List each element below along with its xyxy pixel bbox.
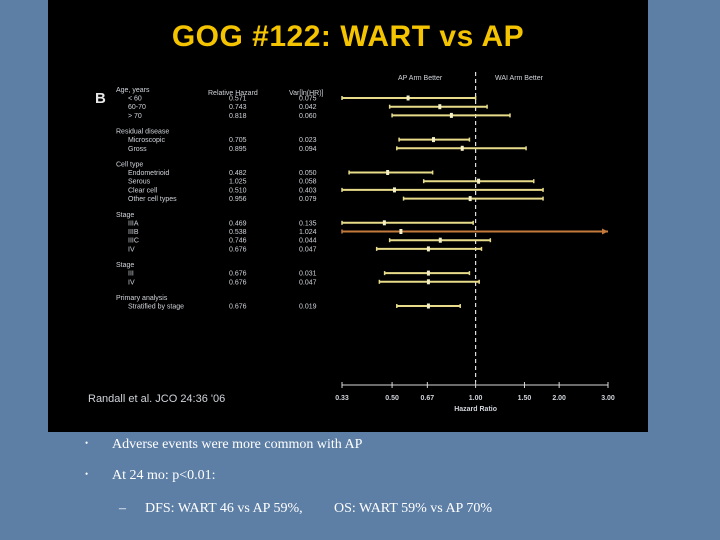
row-label: < 60 — [128, 95, 142, 103]
row-label: III — [128, 270, 134, 278]
variance-value: 0.031 — [299, 270, 317, 278]
row-label: Endometrioid — [128, 170, 170, 177]
hazard-value: 0.705 — [229, 137, 247, 145]
x-tick-label: 3.00 — [601, 395, 615, 402]
point-estimate — [469, 196, 472, 201]
group-label: Age, years — [116, 87, 150, 94]
row-label: Gross — [128, 145, 147, 153]
hazard-value: 0.538 — [229, 229, 247, 236]
hazard-value: 0.571 — [229, 95, 247, 103]
variance-value: 1.024 — [299, 229, 317, 236]
point-estimate — [477, 179, 480, 184]
hazard-value: 0.676 — [229, 270, 247, 278]
point-estimate — [427, 246, 430, 251]
x-tick-label: 0.33 — [335, 395, 349, 402]
panel-label: B — [95, 90, 106, 107]
bullet-dot-icon: • — [85, 438, 89, 448]
point-estimate — [439, 238, 442, 243]
hazard-value: 0.956 — [229, 196, 247, 204]
row-label: IV — [128, 279, 135, 287]
variance-value: 0.079 — [299, 196, 317, 204]
row-label: IIIA — [128, 220, 139, 228]
variance-value: 0.060 — [299, 112, 317, 120]
bullet-text: Adverse events were more common with AP — [112, 437, 363, 452]
point-estimate — [399, 229, 402, 234]
citation: Randall et al. JCO 24:36 '06 — [88, 393, 226, 405]
sub-bullet-dfs: DFS: WART 46 vs AP 59%, — [145, 501, 303, 516]
hazard-value: 0.676 — [229, 279, 247, 287]
point-estimate — [438, 104, 441, 109]
group-label: Stage — [116, 211, 135, 219]
point-estimate — [432, 137, 435, 142]
point-estimate — [427, 304, 430, 309]
bullet-dot-icon: • — [85, 469, 89, 479]
x-tick-label: 1.50 — [517, 395, 532, 402]
point-estimate — [427, 279, 430, 284]
variance-value: 0.403 — [299, 187, 317, 195]
hazard-value: 0.895 — [229, 145, 247, 153]
ci-arrow-icon — [602, 229, 608, 235]
row-label: Serous — [128, 178, 151, 186]
variance-value: 0.047 — [299, 246, 317, 254]
forest-plot-svg — [48, 0, 648, 432]
x-tick-label: 0.67 — [420, 395, 435, 402]
point-estimate — [450, 113, 453, 118]
hazard-value: 1.025 — [229, 178, 247, 186]
group-label: Cell type — [116, 161, 144, 169]
variance-value: 0.047 — [299, 279, 317, 287]
point-estimate — [427, 271, 430, 276]
row-label: Clear cell — [128, 187, 158, 195]
hazard-value: 0.676 — [229, 246, 247, 254]
group-label: Primary analysis — [116, 295, 168, 302]
bullet-text: At 24 mo: p<0.01: — [112, 468, 216, 483]
row-label: Stratified by stage — [128, 303, 185, 311]
x-tick-label: 2.00 — [552, 395, 566, 402]
row-label: IIIC — [128, 237, 139, 245]
hazard-value: 0.818 — [229, 112, 247, 120]
group-label: Residual disease — [116, 128, 170, 136]
sub-bullet-dash: – — [119, 501, 126, 516]
variance-value: 0.050 — [299, 170, 317, 177]
direction-label-right: WAI Arm Better — [495, 75, 543, 82]
variance-value: 0.023 — [299, 137, 317, 145]
hazard-value: 0.510 — [229, 187, 247, 195]
point-estimate — [393, 187, 396, 192]
x-tick-label: 0.50 — [385, 395, 399, 402]
variance-value: 0.044 — [299, 237, 317, 245]
row-label: IIIB — [128, 229, 139, 236]
variance-value: 0.135 — [299, 220, 317, 228]
column-header-relative-hazard: Relative Hazard — [208, 90, 258, 97]
row-label: > 70 — [128, 112, 142, 120]
row-label: IV — [128, 246, 135, 254]
row-label: 60-70 — [128, 104, 146, 112]
hazard-value: 0.469 — [229, 220, 247, 228]
point-estimate — [386, 170, 389, 175]
direction-label-left: AP Arm Better — [398, 75, 443, 82]
slide-title: GOG #122: WART vs AP — [171, 20, 525, 53]
point-estimate — [461, 146, 464, 151]
variance-value: 0.094 — [299, 145, 317, 153]
variance-value: 0.058 — [299, 178, 317, 186]
group-label: Stage — [116, 262, 135, 270]
hazard-value: 0.482 — [229, 170, 247, 177]
forest-plot-figure — [48, 0, 648, 432]
hazard-value: 0.743 — [229, 104, 247, 112]
variance-value: 0.019 — [299, 303, 317, 311]
x-axis-label: Hazard Ratio — [454, 406, 498, 413]
row-label: Microscopic — [128, 137, 165, 145]
sub-bullet-os: OS: WART 59% vs AP 70% — [334, 501, 492, 516]
point-estimate — [383, 220, 386, 225]
variance-value: 0.042 — [299, 104, 317, 112]
point-estimate — [407, 96, 410, 101]
column-header-var: Var[ln(HR)] — [289, 90, 324, 97]
x-tick-label: 1.00 — [468, 395, 483, 402]
variance-value: 0.075 — [299, 95, 317, 103]
row-label: Other cell types — [128, 196, 177, 204]
hazard-value: 0.676 — [229, 303, 247, 311]
hazard-value: 0.746 — [229, 237, 247, 245]
